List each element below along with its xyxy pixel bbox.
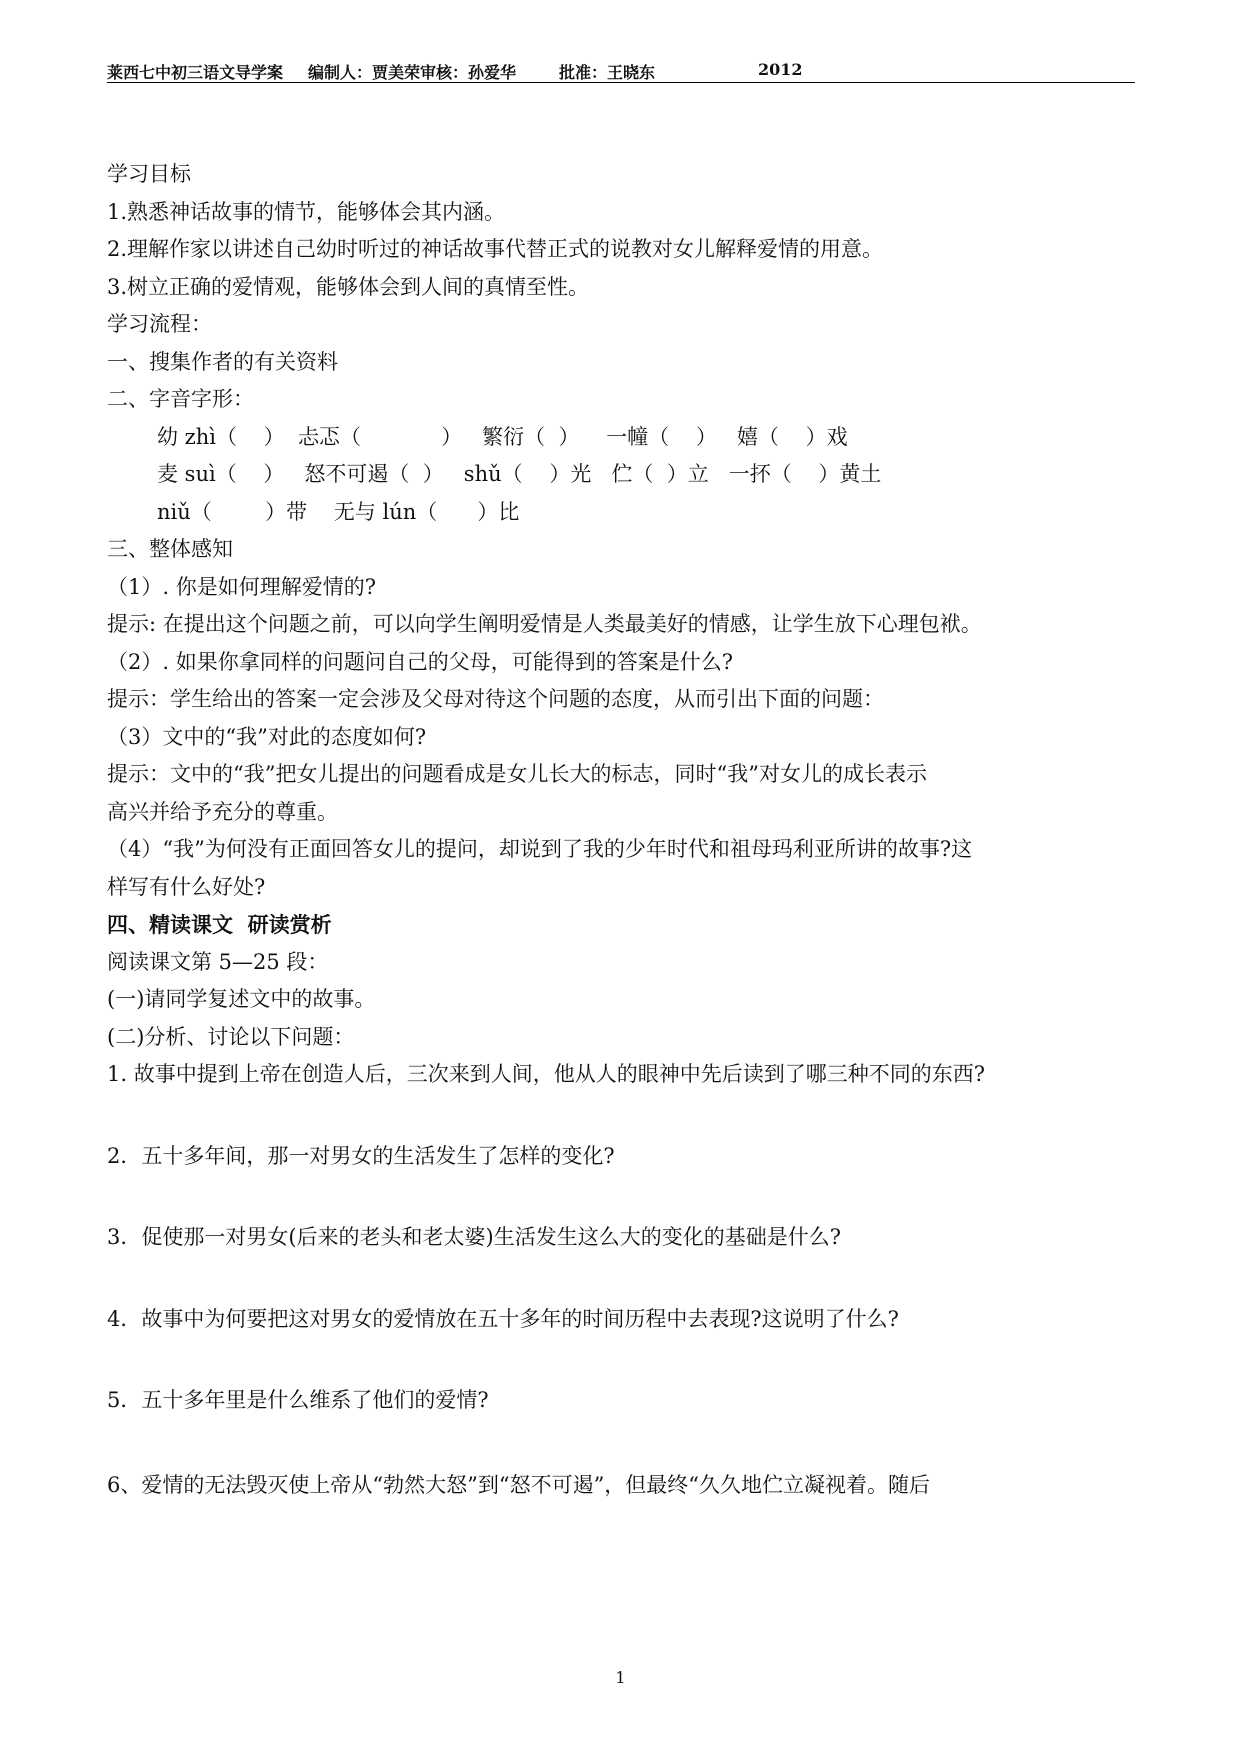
- question-item: 1. 故事中提到上帝在创造人后，三次来到人间，他从人的眼神中先后读到了哪三种不同的东西?: [107, 1062, 985, 1086]
- section-3-line: 提示：文中的“我”把女儿提出的问题看成是女儿长大的标志，同时“我”对女儿的成长表示: [107, 762, 927, 786]
- section-3-line: 样写有什么好处?: [107, 874, 266, 899]
- section-4-line: (二)分析、讨论以下问题：: [107, 1024, 355, 1049]
- page-header: [107, 60, 1135, 83]
- section-3-line: （3）文中的“我”对此的态度如何?: [107, 724, 427, 749]
- section-3-line: 提示: 在提出这个问题之前，可以向学生阐明爱情是人类最美好的情感，让学生放下心理包袱。: [107, 612, 982, 636]
- section-3-line: （1）. 你是如何理解爱情的?: [107, 574, 376, 599]
- section-2-title: 二、字音字形：: [107, 387, 254, 411]
- objective-item: 2.理解作家以讲述自己幼时听过的神话故事代替正式的说教对女儿解释爱情的用意。: [107, 237, 884, 261]
- section-1-title: 一、搜集作者的有关资料: [107, 349, 338, 374]
- section-4-line: (一)请同学复述文中的故事。: [107, 987, 376, 1011]
- section-3-line: （4）“我”为何没有正面回答女儿的提问，却说到了我的少年时代和祖母玛利亚所讲的故事?这: [107, 837, 973, 861]
- pronunciation-row: 麦 suì（ ） 怒不可遏（ ） shǔ（ ）光 伫（ ）立 一抔（ ）黄土: [157, 462, 882, 486]
- header-year: 2012: [758, 60, 803, 79]
- objective-item: 3.树立正确的爱情观，能够体会到人间的真情至性。: [107, 274, 590, 299]
- question-item: 2．五十多年间，那一对男女的生活发生了怎样的变化?: [107, 1143, 615, 1168]
- header-editor: 编制人：贾美荣审核：孙爱华: [308, 63, 517, 82]
- section-3-title: 三、整体感知: [107, 537, 233, 561]
- header-approver: 批准：王晓东: [559, 63, 656, 82]
- page-number: 1: [615, 1668, 626, 1687]
- section-3-line: 提示：学生给出的答案一定会涉及父母对待这个问题的态度，从而引出下面的问题：: [107, 687, 884, 711]
- pronunciation-row: 幼 zhì（ ） 忐忑（ ） 繁衍（ ） 一幢（ ） 嬉（ ）戏: [157, 424, 848, 449]
- section-3-line: （2）. 如果你拿同样的问题问自己的父母，可能得到的答案是什么?: [107, 649, 733, 674]
- question-item: 6、爱情的无法毁灭使上帝从“勃然大怒”到“怒不可遏”，但最终“久久地伫立凝视着。随后: [107, 1472, 931, 1497]
- question-item: 3．促使那一对男女(后来的老头和老太婆)生活发生这么大的变化的基础是什么?: [107, 1225, 842, 1249]
- section-4-line: 阅读课文第 5—25 段：: [107, 949, 329, 974]
- section-4-title: 四、精读课文 研读赏析: [107, 912, 332, 937]
- section-3-line: 高兴并给予充分的尊重。: [107, 799, 338, 824]
- question-item: 5．五十多年里是什么维系了他们的爱情?: [107, 1388, 489, 1412]
- objective-item: 1.熟悉神话故事的情节，能够体会其内涵。: [107, 199, 506, 224]
- header-school: 莱西七中初三语文导学案: [107, 63, 284, 82]
- question-item: 4．故事中为何要把这对男女的爱情放在五十多年的时间历程中去表现?这说明了什么?: [107, 1306, 899, 1331]
- process-title: 学习流程：: [107, 312, 212, 336]
- document-body: [107, 156, 1137, 1504]
- objectives-title: 学习目标: [107, 162, 191, 186]
- pronunciation-row: niǔ（ ）带 无与 lún（ ）比: [157, 499, 520, 524]
